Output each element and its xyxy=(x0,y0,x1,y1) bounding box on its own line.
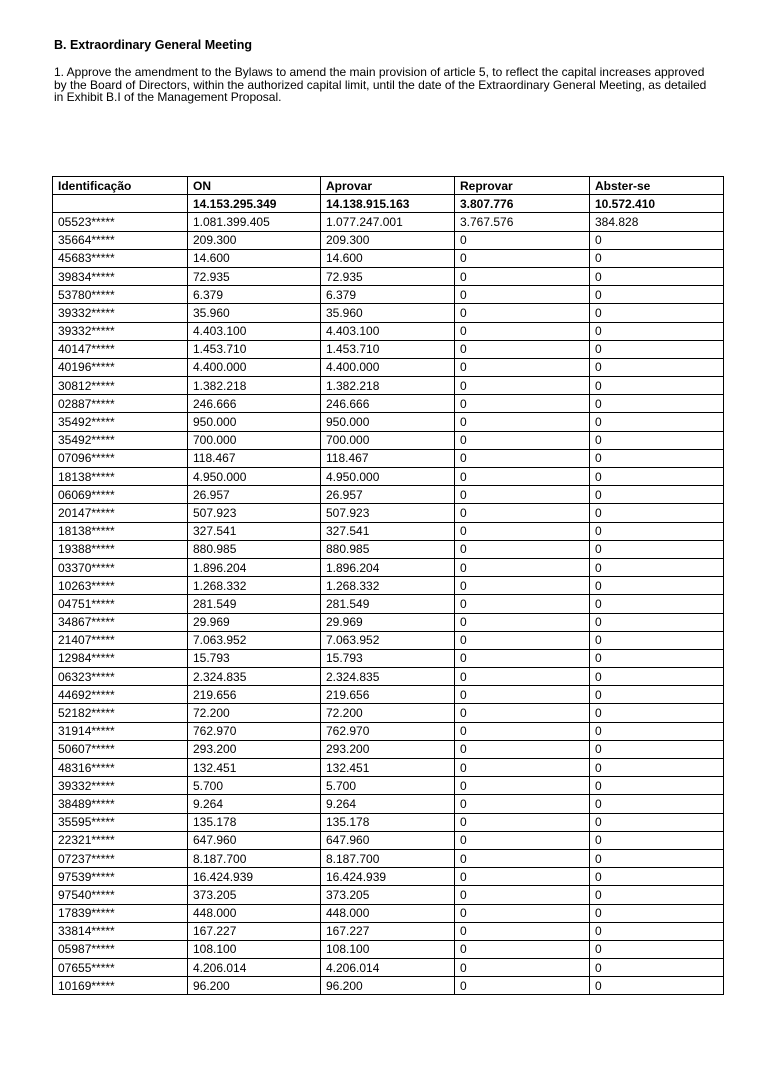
table-row xyxy=(53,849,724,867)
cell-identificacao: 40196***** xyxy=(53,358,188,376)
cell-on: 293.200 xyxy=(188,740,321,758)
cell-on: 2.324.835 xyxy=(188,668,321,686)
table-row xyxy=(53,540,724,558)
cell-abster-se: 0 xyxy=(590,431,724,449)
cell-aprovar: 950.000 xyxy=(321,413,455,431)
cell-abster-se: 0 xyxy=(590,249,724,267)
cell-reprovar: 0 xyxy=(455,395,590,413)
cell-aprovar: 1.896.204 xyxy=(321,558,455,576)
cell-reprovar: 0 xyxy=(455,649,590,667)
cell-abster-se: 0 xyxy=(590,868,724,886)
cell-aprovar: 108.100 xyxy=(321,940,455,958)
cell-identificacao: 97539***** xyxy=(53,868,188,886)
cell-aprovar: 327.541 xyxy=(321,522,455,540)
cell-reprovar: 0 xyxy=(455,468,590,486)
cell-on: 647.960 xyxy=(188,831,321,849)
cell-reprovar: 0 xyxy=(455,358,590,376)
cell-on: 1.453.710 xyxy=(188,340,321,358)
cell-on: 4.400.000 xyxy=(188,358,321,376)
cell-aprovar: 6.379 xyxy=(321,286,455,304)
table-row xyxy=(53,686,724,704)
cell-abster-se: 0 xyxy=(590,358,724,376)
cell-on: 135.178 xyxy=(188,813,321,831)
table-row xyxy=(53,759,724,777)
cell-identificacao: 17839***** xyxy=(53,904,188,922)
table-row xyxy=(53,267,724,285)
cell-aprovar: 1.382.218 xyxy=(321,377,455,395)
cell-on: 1.268.332 xyxy=(188,577,321,595)
cell-reprovar: 0 xyxy=(455,340,590,358)
cell-aprovar: 448.000 xyxy=(321,904,455,922)
cell-identificacao: 03370***** xyxy=(53,558,188,576)
cell-abster-se: 0 xyxy=(590,558,724,576)
cell-identificacao: 97540***** xyxy=(53,886,188,904)
cell-reprovar: 0 xyxy=(455,540,590,558)
cell-aprovar: 29.969 xyxy=(321,613,455,631)
cell-identificacao: 35492***** xyxy=(53,431,188,449)
cell-on: 219.656 xyxy=(188,686,321,704)
cell-reprovar: 0 xyxy=(455,304,590,322)
cell-aprovar: 4.206.014 xyxy=(321,959,455,977)
cell-aprovar: 281.549 xyxy=(321,595,455,613)
cell-reprovar: 0 xyxy=(455,504,590,522)
cell-on: 246.666 xyxy=(188,395,321,413)
cell-on: 373.205 xyxy=(188,886,321,904)
cell-identificacao: 38489***** xyxy=(53,795,188,813)
cell-identificacao: 22321***** xyxy=(53,831,188,849)
table-row xyxy=(53,813,724,831)
table-row xyxy=(53,577,724,595)
cell-aprovar: 4.400.000 xyxy=(321,358,455,376)
cell-on: 950.000 xyxy=(188,413,321,431)
section-heading: B. Extraordinary General Meeting xyxy=(54,38,252,52)
cell-reprovar: 0 xyxy=(455,449,590,467)
cell-abster-se: 0 xyxy=(590,686,724,704)
table-row xyxy=(53,831,724,849)
cell-reprovar: 0 xyxy=(455,377,590,395)
cell-identificacao: 53780***** xyxy=(53,286,188,304)
cell-identificacao: 07655***** xyxy=(53,959,188,977)
cell-aprovar: 246.666 xyxy=(321,395,455,413)
table-row xyxy=(53,322,724,340)
cell-abster-se: 0 xyxy=(590,486,724,504)
cell-reprovar: 0 xyxy=(455,631,590,649)
cell-on: 9.264 xyxy=(188,795,321,813)
cell-aprovar: 35.960 xyxy=(321,304,455,322)
total-aprovar: 14.138.915.163 xyxy=(321,195,455,213)
cell-identificacao: 18138***** xyxy=(53,468,188,486)
table-row xyxy=(53,395,724,413)
cell-identificacao: 31914***** xyxy=(53,722,188,740)
cell-identificacao: 12984***** xyxy=(53,649,188,667)
cell-aprovar: 507.923 xyxy=(321,504,455,522)
cell-on: 1.081.399.405 xyxy=(188,213,321,231)
cell-on: 6.379 xyxy=(188,286,321,304)
table-row xyxy=(53,413,724,431)
cell-abster-se: 0 xyxy=(590,577,724,595)
cell-aprovar: 15.793 xyxy=(321,649,455,667)
cell-aprovar: 762.970 xyxy=(321,722,455,740)
cell-on: 281.549 xyxy=(188,595,321,613)
cell-aprovar: 14.600 xyxy=(321,249,455,267)
cell-abster-se: 0 xyxy=(590,631,724,649)
header-aprovar: Aprovar xyxy=(321,177,455,195)
header-abster-se: Abster-se xyxy=(590,177,724,195)
cell-reprovar: 0 xyxy=(455,813,590,831)
cell-abster-se: 0 xyxy=(590,795,724,813)
cell-on: 1.896.204 xyxy=(188,558,321,576)
cell-reprovar: 0 xyxy=(455,740,590,758)
cell-identificacao: 35595***** xyxy=(53,813,188,831)
table-row xyxy=(53,595,724,613)
cell-reprovar: 0 xyxy=(455,831,590,849)
cell-reprovar: 0 xyxy=(455,686,590,704)
table-row xyxy=(53,340,724,358)
cell-abster-se: 0 xyxy=(590,304,724,322)
cell-identificacao: 40147***** xyxy=(53,340,188,358)
cell-reprovar: 0 xyxy=(455,522,590,540)
table-row xyxy=(53,977,724,995)
table-row xyxy=(53,286,724,304)
total-on: 14.153.295.349 xyxy=(188,195,321,213)
cell-abster-se: 0 xyxy=(590,740,724,758)
total-abster-se: 10.572.410 xyxy=(590,195,724,213)
cell-identificacao: 10169***** xyxy=(53,977,188,995)
cell-identificacao: 04751***** xyxy=(53,595,188,613)
cell-reprovar: 0 xyxy=(455,413,590,431)
cell-aprovar: 8.187.700 xyxy=(321,849,455,867)
cell-reprovar: 0 xyxy=(455,977,590,995)
cell-identificacao: 48316***** xyxy=(53,759,188,777)
cell-abster-se: 0 xyxy=(590,377,724,395)
cell-on: 327.541 xyxy=(188,522,321,540)
table-row xyxy=(53,940,724,958)
cell-identificacao: 05987***** xyxy=(53,940,188,958)
cell-abster-se: 0 xyxy=(590,813,724,831)
cell-abster-se: 0 xyxy=(590,904,724,922)
cell-on: 26.957 xyxy=(188,486,321,504)
cell-reprovar: 0 xyxy=(455,868,590,886)
cell-abster-se: 0 xyxy=(590,922,724,940)
table-row xyxy=(53,468,724,486)
cell-identificacao: 19388***** xyxy=(53,540,188,558)
cell-abster-se: 0 xyxy=(590,668,724,686)
cell-aprovar: 26.957 xyxy=(321,486,455,504)
cell-abster-se: 0 xyxy=(590,940,724,958)
cell-on: 5.700 xyxy=(188,777,321,795)
cell-on: 96.200 xyxy=(188,977,321,995)
cell-abster-se: 0 xyxy=(590,831,724,849)
cell-on: 35.960 xyxy=(188,304,321,322)
cell-abster-se: 0 xyxy=(590,977,724,995)
cell-reprovar: 0 xyxy=(455,595,590,613)
header-reprovar: Reprovar xyxy=(455,177,590,195)
cell-aprovar: 7.063.952 xyxy=(321,631,455,649)
cell-abster-se: 384.828 xyxy=(590,213,724,231)
cell-abster-se: 0 xyxy=(590,468,724,486)
cell-on: 118.467 xyxy=(188,449,321,467)
cell-identificacao: 35492***** xyxy=(53,413,188,431)
table-row xyxy=(53,231,724,249)
cell-identificacao: 39332***** xyxy=(53,777,188,795)
cell-reprovar: 0 xyxy=(455,795,590,813)
cell-identificacao: 39332***** xyxy=(53,304,188,322)
cell-identificacao: 21407***** xyxy=(53,631,188,649)
cell-reprovar: 0 xyxy=(455,777,590,795)
cell-reprovar: 0 xyxy=(455,322,590,340)
cell-on: 4.403.100 xyxy=(188,322,321,340)
cell-abster-se: 0 xyxy=(590,286,724,304)
cell-aprovar: 373.205 xyxy=(321,886,455,904)
cell-on: 8.187.700 xyxy=(188,849,321,867)
agenda-item-text: 1. Approve the amendment to the Bylaws to amend the main provision of article 5, to reflect the capital increases approved by the Board of Directors, within the authorized capital limit, until the date of the Extraordinary General Meeting, as detailed in Exhibit B.I of the Management Proposal. xyxy=(54,65,707,104)
cell-on: 72.200 xyxy=(188,704,321,722)
cell-abster-se: 0 xyxy=(590,886,724,904)
cell-reprovar: 0 xyxy=(455,613,590,631)
cell-aprovar: 209.300 xyxy=(321,231,455,249)
cell-abster-se: 0 xyxy=(590,231,724,249)
table-row xyxy=(53,613,724,631)
cell-identificacao: 34867***** xyxy=(53,613,188,631)
cell-on: 15.793 xyxy=(188,649,321,667)
cell-aprovar: 118.467 xyxy=(321,449,455,467)
cell-on: 167.227 xyxy=(188,922,321,940)
cell-identificacao: 05523***** xyxy=(53,213,188,231)
cell-abster-se: 0 xyxy=(590,849,724,867)
cell-identificacao: 10263***** xyxy=(53,577,188,595)
cell-aprovar: 16.424.939 xyxy=(321,868,455,886)
cell-identificacao: 02887***** xyxy=(53,395,188,413)
cell-aprovar: 647.960 xyxy=(321,831,455,849)
table-row xyxy=(53,959,724,977)
table-row xyxy=(53,249,724,267)
cell-reprovar: 0 xyxy=(455,959,590,977)
cell-identificacao: 50607***** xyxy=(53,740,188,758)
cell-reprovar: 0 xyxy=(455,286,590,304)
table-row xyxy=(53,649,724,667)
votes-table-body xyxy=(53,195,724,995)
cell-reprovar: 0 xyxy=(455,940,590,958)
table-row xyxy=(53,795,724,813)
table-row xyxy=(53,868,724,886)
table-row xyxy=(53,558,724,576)
cell-identificacao: 06069***** xyxy=(53,486,188,504)
cell-on: 108.100 xyxy=(188,940,321,958)
cell-abster-se: 0 xyxy=(590,340,724,358)
table-row xyxy=(53,904,724,922)
cell-reprovar: 0 xyxy=(455,558,590,576)
table-row xyxy=(53,668,724,686)
cell-abster-se: 0 xyxy=(590,777,724,795)
cell-reprovar: 0 xyxy=(455,431,590,449)
cell-aprovar: 132.451 xyxy=(321,759,455,777)
table-row xyxy=(53,722,724,740)
table-row xyxy=(53,449,724,467)
cell-abster-se: 0 xyxy=(590,449,724,467)
cell-on: 448.000 xyxy=(188,904,321,922)
totals-row xyxy=(53,195,724,213)
cell-abster-se: 0 xyxy=(590,759,724,777)
total-reprovar: 3.807.776 xyxy=(455,195,590,213)
cell-abster-se: 0 xyxy=(590,504,724,522)
cell-aprovar: 1.453.710 xyxy=(321,340,455,358)
cell-identificacao: 52182***** xyxy=(53,704,188,722)
cell-on: 507.923 xyxy=(188,504,321,522)
table-header-row xyxy=(53,177,724,195)
cell-aprovar: 293.200 xyxy=(321,740,455,758)
cell-reprovar: 0 xyxy=(455,231,590,249)
table-row xyxy=(53,358,724,376)
cell-identificacao: 06323***** xyxy=(53,668,188,686)
cell-aprovar: 2.324.835 xyxy=(321,668,455,686)
header-on: ON xyxy=(188,177,321,195)
table-row xyxy=(53,486,724,504)
cell-abster-se: 0 xyxy=(590,722,724,740)
cell-on: 7.063.952 xyxy=(188,631,321,649)
cell-identificacao: 18138***** xyxy=(53,522,188,540)
cell-aprovar: 880.985 xyxy=(321,540,455,558)
cell-identificacao: 20147***** xyxy=(53,504,188,522)
table-row xyxy=(53,740,724,758)
cell-identificacao: 44692***** xyxy=(53,686,188,704)
total-identificacao xyxy=(53,195,188,213)
table-row xyxy=(53,213,724,231)
cell-aprovar: 1.268.332 xyxy=(321,577,455,595)
cell-abster-se: 0 xyxy=(590,267,724,285)
cell-aprovar: 135.178 xyxy=(321,813,455,831)
cell-abster-se: 0 xyxy=(590,395,724,413)
cell-on: 762.970 xyxy=(188,722,321,740)
cell-aprovar: 9.264 xyxy=(321,795,455,813)
cell-aprovar: 72.935 xyxy=(321,267,455,285)
cell-reprovar: 0 xyxy=(455,922,590,940)
cell-aprovar: 700.000 xyxy=(321,431,455,449)
cell-on: 29.969 xyxy=(188,613,321,631)
table-row xyxy=(53,304,724,322)
cell-identificacao: 35664***** xyxy=(53,231,188,249)
votes-table xyxy=(52,176,724,995)
cell-identificacao: 33814***** xyxy=(53,922,188,940)
cell-identificacao: 39332***** xyxy=(53,322,188,340)
cell-aprovar: 1.077.247.001 xyxy=(321,213,455,231)
cell-abster-se: 0 xyxy=(590,595,724,613)
cell-aprovar: 167.227 xyxy=(321,922,455,940)
cell-abster-se: 0 xyxy=(590,540,724,558)
table-row xyxy=(53,922,724,940)
cell-reprovar: 0 xyxy=(455,577,590,595)
cell-abster-se: 0 xyxy=(590,522,724,540)
cell-reprovar: 0 xyxy=(455,267,590,285)
cell-aprovar: 4.950.000 xyxy=(321,468,455,486)
cell-reprovar: 0 xyxy=(455,849,590,867)
table-row xyxy=(53,431,724,449)
cell-abster-se: 0 xyxy=(590,649,724,667)
cell-abster-se: 0 xyxy=(590,959,724,977)
cell-reprovar: 0 xyxy=(455,486,590,504)
table-row xyxy=(53,777,724,795)
cell-reprovar: 0 xyxy=(455,249,590,267)
cell-on: 16.424.939 xyxy=(188,868,321,886)
cell-on: 700.000 xyxy=(188,431,321,449)
cell-reprovar: 0 xyxy=(455,704,590,722)
cell-identificacao: 30812***** xyxy=(53,377,188,395)
cell-abster-se: 0 xyxy=(590,322,724,340)
cell-reprovar: 3.767.576 xyxy=(455,213,590,231)
cell-reprovar: 0 xyxy=(455,759,590,777)
cell-aprovar: 219.656 xyxy=(321,686,455,704)
cell-abster-se: 0 xyxy=(590,704,724,722)
cell-identificacao: 45683***** xyxy=(53,249,188,267)
cell-on: 209.300 xyxy=(188,231,321,249)
cell-aprovar: 5.700 xyxy=(321,777,455,795)
cell-reprovar: 0 xyxy=(455,886,590,904)
cell-reprovar: 0 xyxy=(455,904,590,922)
cell-aprovar: 72.200 xyxy=(321,704,455,722)
table-row xyxy=(53,522,724,540)
cell-aprovar: 4.403.100 xyxy=(321,322,455,340)
cell-on: 1.382.218 xyxy=(188,377,321,395)
cell-on: 14.600 xyxy=(188,249,321,267)
cell-aprovar: 96.200 xyxy=(321,977,455,995)
cell-abster-se: 0 xyxy=(590,613,724,631)
cell-on: 4.206.014 xyxy=(188,959,321,977)
table-row xyxy=(53,504,724,522)
cell-identificacao: 07237***** xyxy=(53,849,188,867)
cell-abster-se: 0 xyxy=(590,413,724,431)
cell-on: 4.950.000 xyxy=(188,468,321,486)
cell-on: 72.935 xyxy=(188,267,321,285)
cell-on: 132.451 xyxy=(188,759,321,777)
table-row xyxy=(53,631,724,649)
cell-reprovar: 0 xyxy=(455,668,590,686)
header-identificacao: Identificação xyxy=(53,177,188,195)
cell-on: 880.985 xyxy=(188,540,321,558)
cell-identificacao: 07096***** xyxy=(53,449,188,467)
cell-reprovar: 0 xyxy=(455,722,590,740)
table-row xyxy=(53,704,724,722)
cell-identificacao: 39834***** xyxy=(53,267,188,285)
table-row xyxy=(53,886,724,904)
table-row xyxy=(53,377,724,395)
